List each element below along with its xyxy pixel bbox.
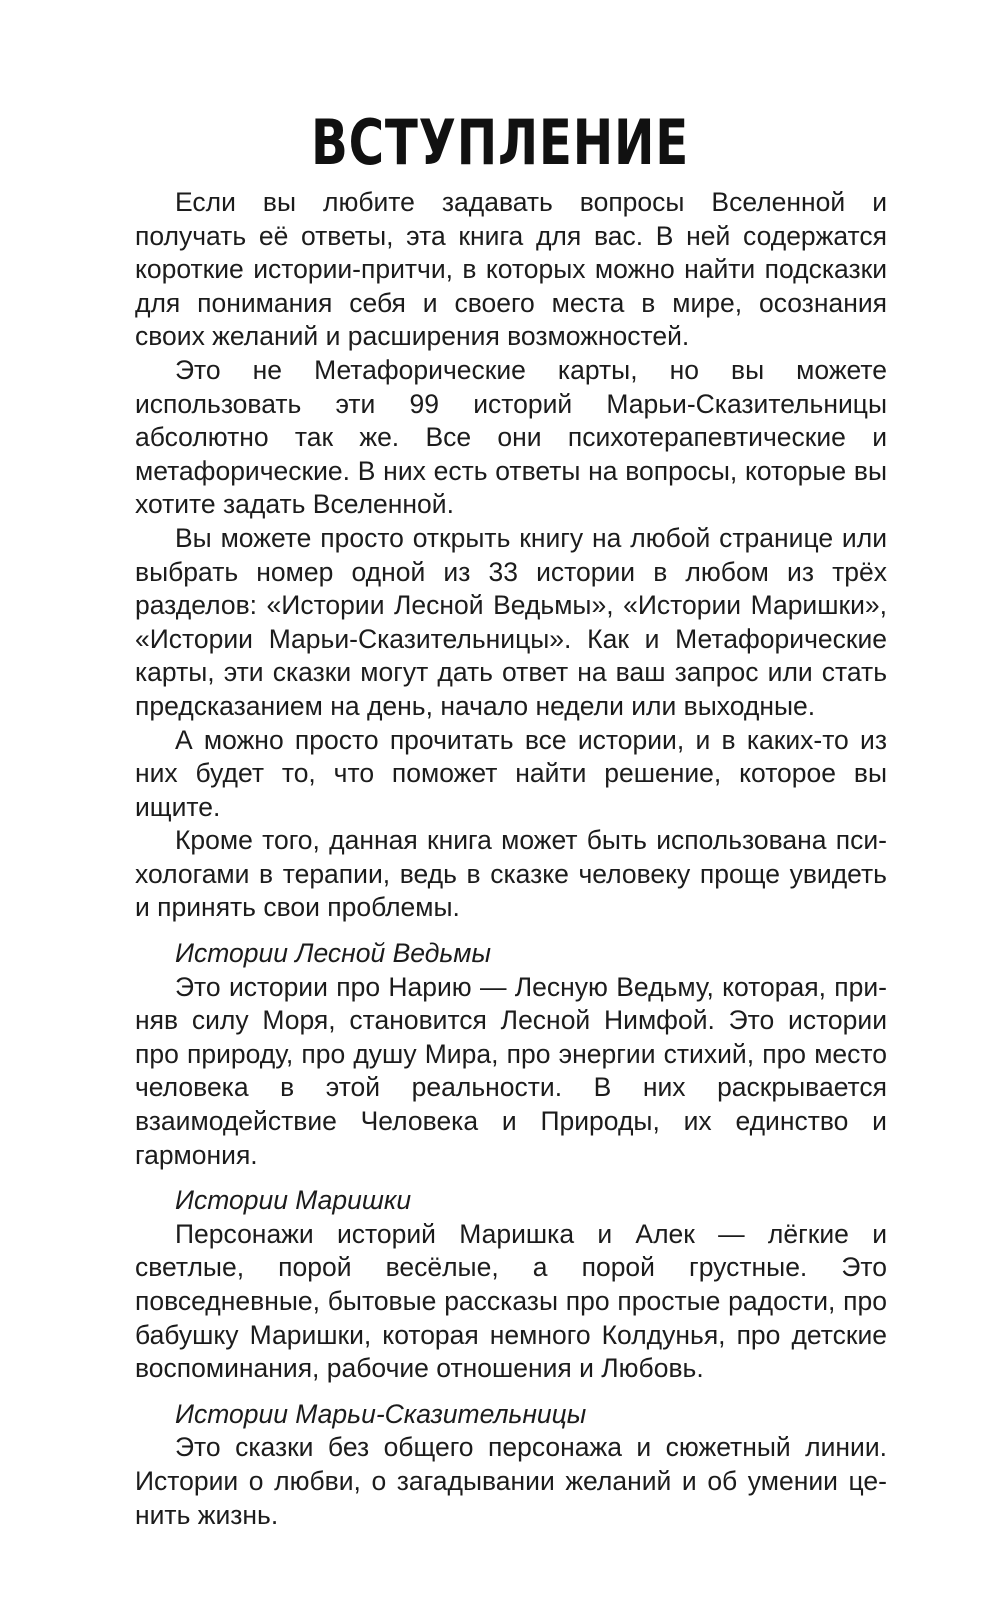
page-title: ВСТУПЛЕНИЕ xyxy=(310,106,690,179)
section-heading-storyteller: Истории Марьи-Сказительницы xyxy=(175,1398,587,1429)
paragraph-metaphoric-cards: Это не Метафорические карты, но вы можете использовать эти 99 историй Марьи-Сказительницы абсолютно так же. Все они психотерапевтические и метафорические. В них есть ответы на вопросы, которые вы хотите задать Вселенной. xyxy=(135,354,887,520)
section-heading-forest-witch: Истории Лесной Ведьмы xyxy=(175,938,491,969)
paragraph-how-to-use: Вы можете просто открыть книгу на любой странице или выбрать номер одной из 33 истории в любом из трёх разделов: «Истории Лесной Ведьмы», «Истории Маришки», «Истории Марьи-Сказительницы». Как и Метафорические карты, эти сказки могут дать ответ на ваш запрос или стать предсказанием на день, начало недели или выходные. xyxy=(135,522,887,721)
section-body-marishka: Персонажи историй Маришка и Алек — лёгкие и светлые, порой весёлые, а порой грустные. Это повседневные, бытовые рассказы про простые радости, про бабушку Маришки, которая немного Колдунья, про детские воспоминания, рабочие отношения и Любовь. xyxy=(135,1218,887,1384)
paragraph-psychologists: Кроме того, данная книга может быть использована психологами в терапии, ведь в сказке человеку проще увидеть и принять свои проблемы. xyxy=(135,825,887,923)
paragraph-intro: Если вы любите задавать вопросы Вселенной и получать её ответы, эта книга для вас. В ней содержатся короткие истории-притчи, в которых можно найти подсказки для понимания себя и своего места в мире, осознания своих желаний и расширения возможностей. xyxy=(135,187,887,352)
section-heading-marishka: Истории Маришки xyxy=(175,1185,412,1216)
body-text xyxy=(135,186,887,1532)
paragraph-read-all: А можно просто прочитать все истории, и в каких-то из них будет то, что поможет найти решение, которое вы ищите. xyxy=(135,724,887,822)
section-body-forest-witch: Это истории про Нарию — Лесную Ведьму, которая, приняв силу Моря, становится Лесной Нимфой. Это истории про природу, про душу Мира, про энергии стихий, про место человека в этой реальности. В них раскрывается взаимодействие Человека и Природы, их единство и гармония. xyxy=(135,971,887,1170)
section-body-storyteller: Это сказки без общего персонажа и сюжетный линии. Истории о любви, о загадывании желаний и об умении ценить жизнь. xyxy=(135,1432,887,1530)
